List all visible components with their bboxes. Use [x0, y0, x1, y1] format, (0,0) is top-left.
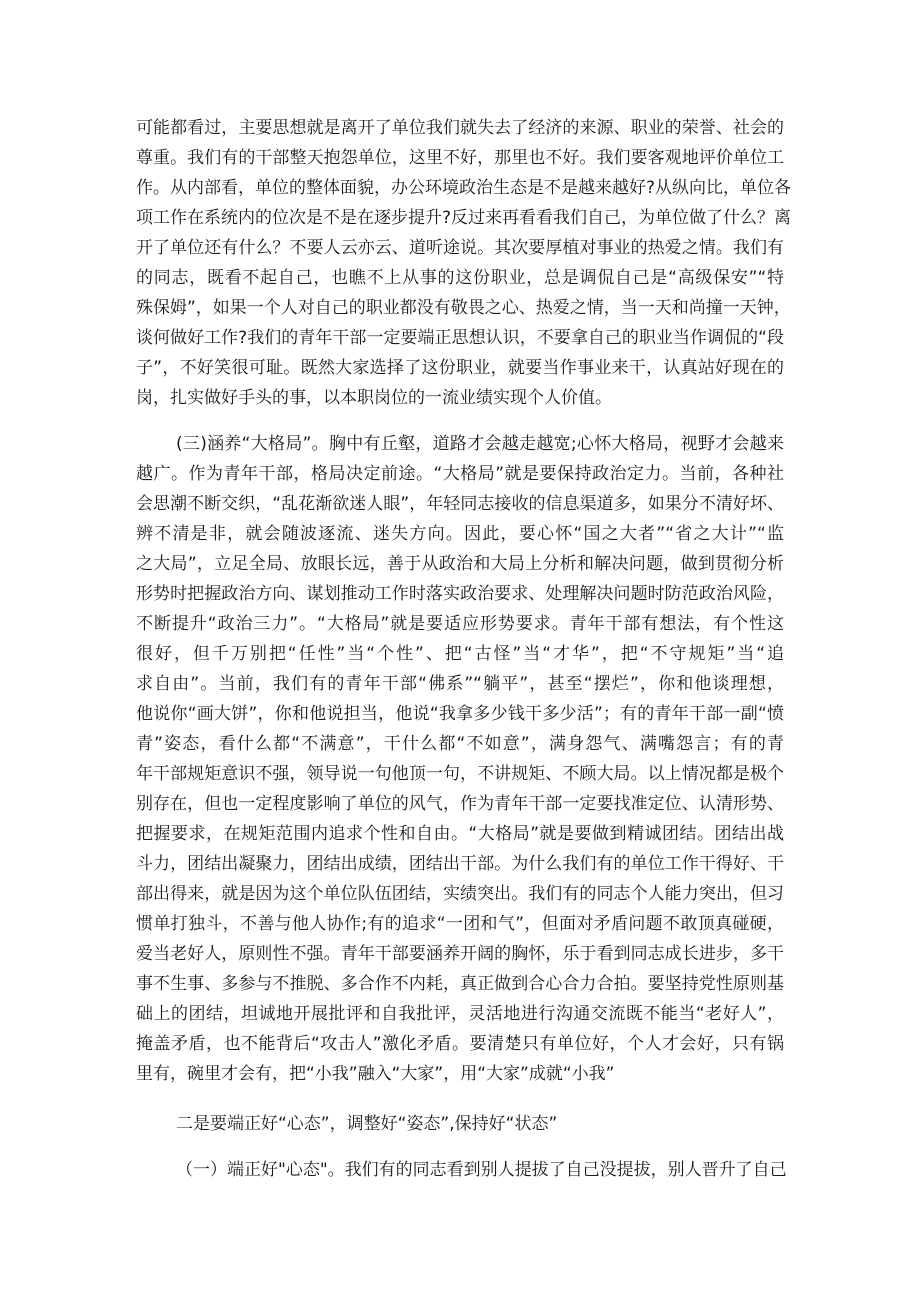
- paragraph-line: 部出得来，就是因为这个单位队伍团结，实绩突出。我们有的同志个人能力突出，但习: [136, 884, 784, 904]
- paragraph-line: 础上的团结，坦诚地开展批评和自我批评，灵活地进行沟通交流既不能当“老好人”，: [136, 1004, 784, 1024]
- paragraph-line: 项工作在系统内的位次是不是在逐步提升?反过来再看看我们自己，为单位做了什么？离: [136, 208, 792, 228]
- paragraph-line: 不断提升“政治三力”。“大格局”就是要适应形势要求。青年干部有想法，有个性这: [136, 614, 784, 634]
- paragraph-line: 掩盖矛盾，也不能背后“攻击人”激化矛盾。要清楚只有单位好，个人才会好，只有锅: [136, 1034, 784, 1054]
- paragraph-line: 年干部规矩意识不强，领导说一句他顶一句，不讲规矩、不顾大局。以上情况都是极个: [136, 764, 784, 784]
- paragraph-line: 越广。作为青年干部，格局决定前途。“大格局”就是要保持政治定力。当前，各种社: [136, 464, 784, 484]
- paragraph-line: 求自由”。当前，我们有的青年干部“佛系”“躺平”，甚至“摆烂”，你和他谈理想，: [136, 674, 784, 694]
- paragraph-line: 谈何做好工作?我们的青年干部一定要端正思想认识，不要拿自己的职业当作调侃的“段: [136, 328, 784, 348]
- paragraph-line: 青”姿态，看什么都“不满意”，干什么都“不如意”，满身怨气、满嘴怨言；有的青: [136, 734, 784, 754]
- paragraph-line: 很好，但千万别把“任性”当“个性”、把“古怪”当“才华”，把“不守规矩”当“追: [136, 644, 784, 664]
- paragraph-line: 会思潮不断交织，“乱花渐欲迷人眼”，年轻同志接收的信息渠道多，如果分不清好坏、: [136, 494, 784, 514]
- paragraph-line: 作。从内部看，单位的整体面貌，办公环境政治生态是不是越来越好?从纵向比，单位各: [136, 178, 792, 198]
- paragraph-line: (三)涵养“大格局”。胸中有丘壑，道路才会越走越宽;心怀大格局，视野才会越来: [176, 434, 784, 454]
- paragraph-line: 斗力，团结出凝聚力，团结出成绩，团结出干部。为什么我们有的单位工作干得好、干: [136, 854, 784, 874]
- paragraph-line: 他说你“画大饼”，你和他说担当，他说“我拿多少钱干多少活”；有的青年干部一副“愤: [136, 704, 784, 724]
- paragraph-line: 子”，不好笑很可耻。既然大家选择了这份职业，就要当作事业来干，认真站好现在的: [136, 358, 784, 378]
- paragraph-line: 的同志，既看不起自己，也瞧不上从事的这份职业，总是调侃自己是“高级保安”“特: [136, 268, 784, 288]
- paragraph-line: 爱当老好人，原则性不强。青年干部要涵养开阔的胸怀，乐于看到同志成长进步，多干: [136, 944, 784, 964]
- paragraph-line: 殊保姆”，如果一个人对自己的职业都没有敬畏之心、热爱之情，当一天和尚撞一天钟，: [136, 298, 791, 318]
- paragraph-line: 尊重。我们有的干部整天抱怨单位，这里不好，那里也不好。我们要客观地评价单位工: [136, 148, 784, 168]
- paragraph-line: 开了单位还有什么？不要人云亦云、道听途说。其次要厚植对事业的热爱之情。我们有: [136, 238, 784, 258]
- paragraph-line: 之大局”，立足全局、放眼长远，善于从政治和大局上分析和解决问题，做到贯彻分析: [136, 554, 784, 574]
- paragraph-line: 可能都看过，主要思想就是离开了单位我们就失去了经济的来源、职业的荣誉、社会的: [136, 118, 784, 138]
- paragraph-line: 辨不清是非，就会随波逐流、迷失方向。因此，要心怀“国之大者”“省之大计”“监: [136, 524, 784, 544]
- paragraph-line: 别存在，但也一定程度影响了单位的风气，作为青年干部一定要找准定位、认清形势、: [136, 794, 784, 814]
- paragraph-line: 里有，碗里才会有，把“小我”融入“大家”，用“大家”成就“小我”: [136, 1064, 615, 1084]
- paragraph-line: 岗，扎实做好手头的事，以本职岗位的一流业绩实现个人价值。: [136, 388, 612, 408]
- paragraph-line: 把握要求，在规矩范围内追求个性和自由。“大格局”就是要做到精诚团结。团结出战: [136, 824, 784, 844]
- section-heading: 二是要端正好“心态”，调整好“姿态”,保持好“状态”: [176, 1114, 558, 1134]
- paragraph-line: （一）端正好"心态"。我们有的同志看到别人提拔了自己没提拔，别人晋升了自己: [176, 1160, 787, 1180]
- paragraph-line: 惯单打独斗，不善与他人协作;有的追求“一团和气”，但面对矛盾问题不敢顶真碰硬，: [136, 914, 784, 934]
- paragraph-line: 事不生事、多参与不推脱、多合作不内耗，真正做到合心合力合拍。要坚持党性原则基: [136, 974, 784, 994]
- paragraph-line: 形势时把握政治方向、谋划推动工作时落实政治要求、处理解决问题时防范政治风险，: [136, 584, 784, 604]
